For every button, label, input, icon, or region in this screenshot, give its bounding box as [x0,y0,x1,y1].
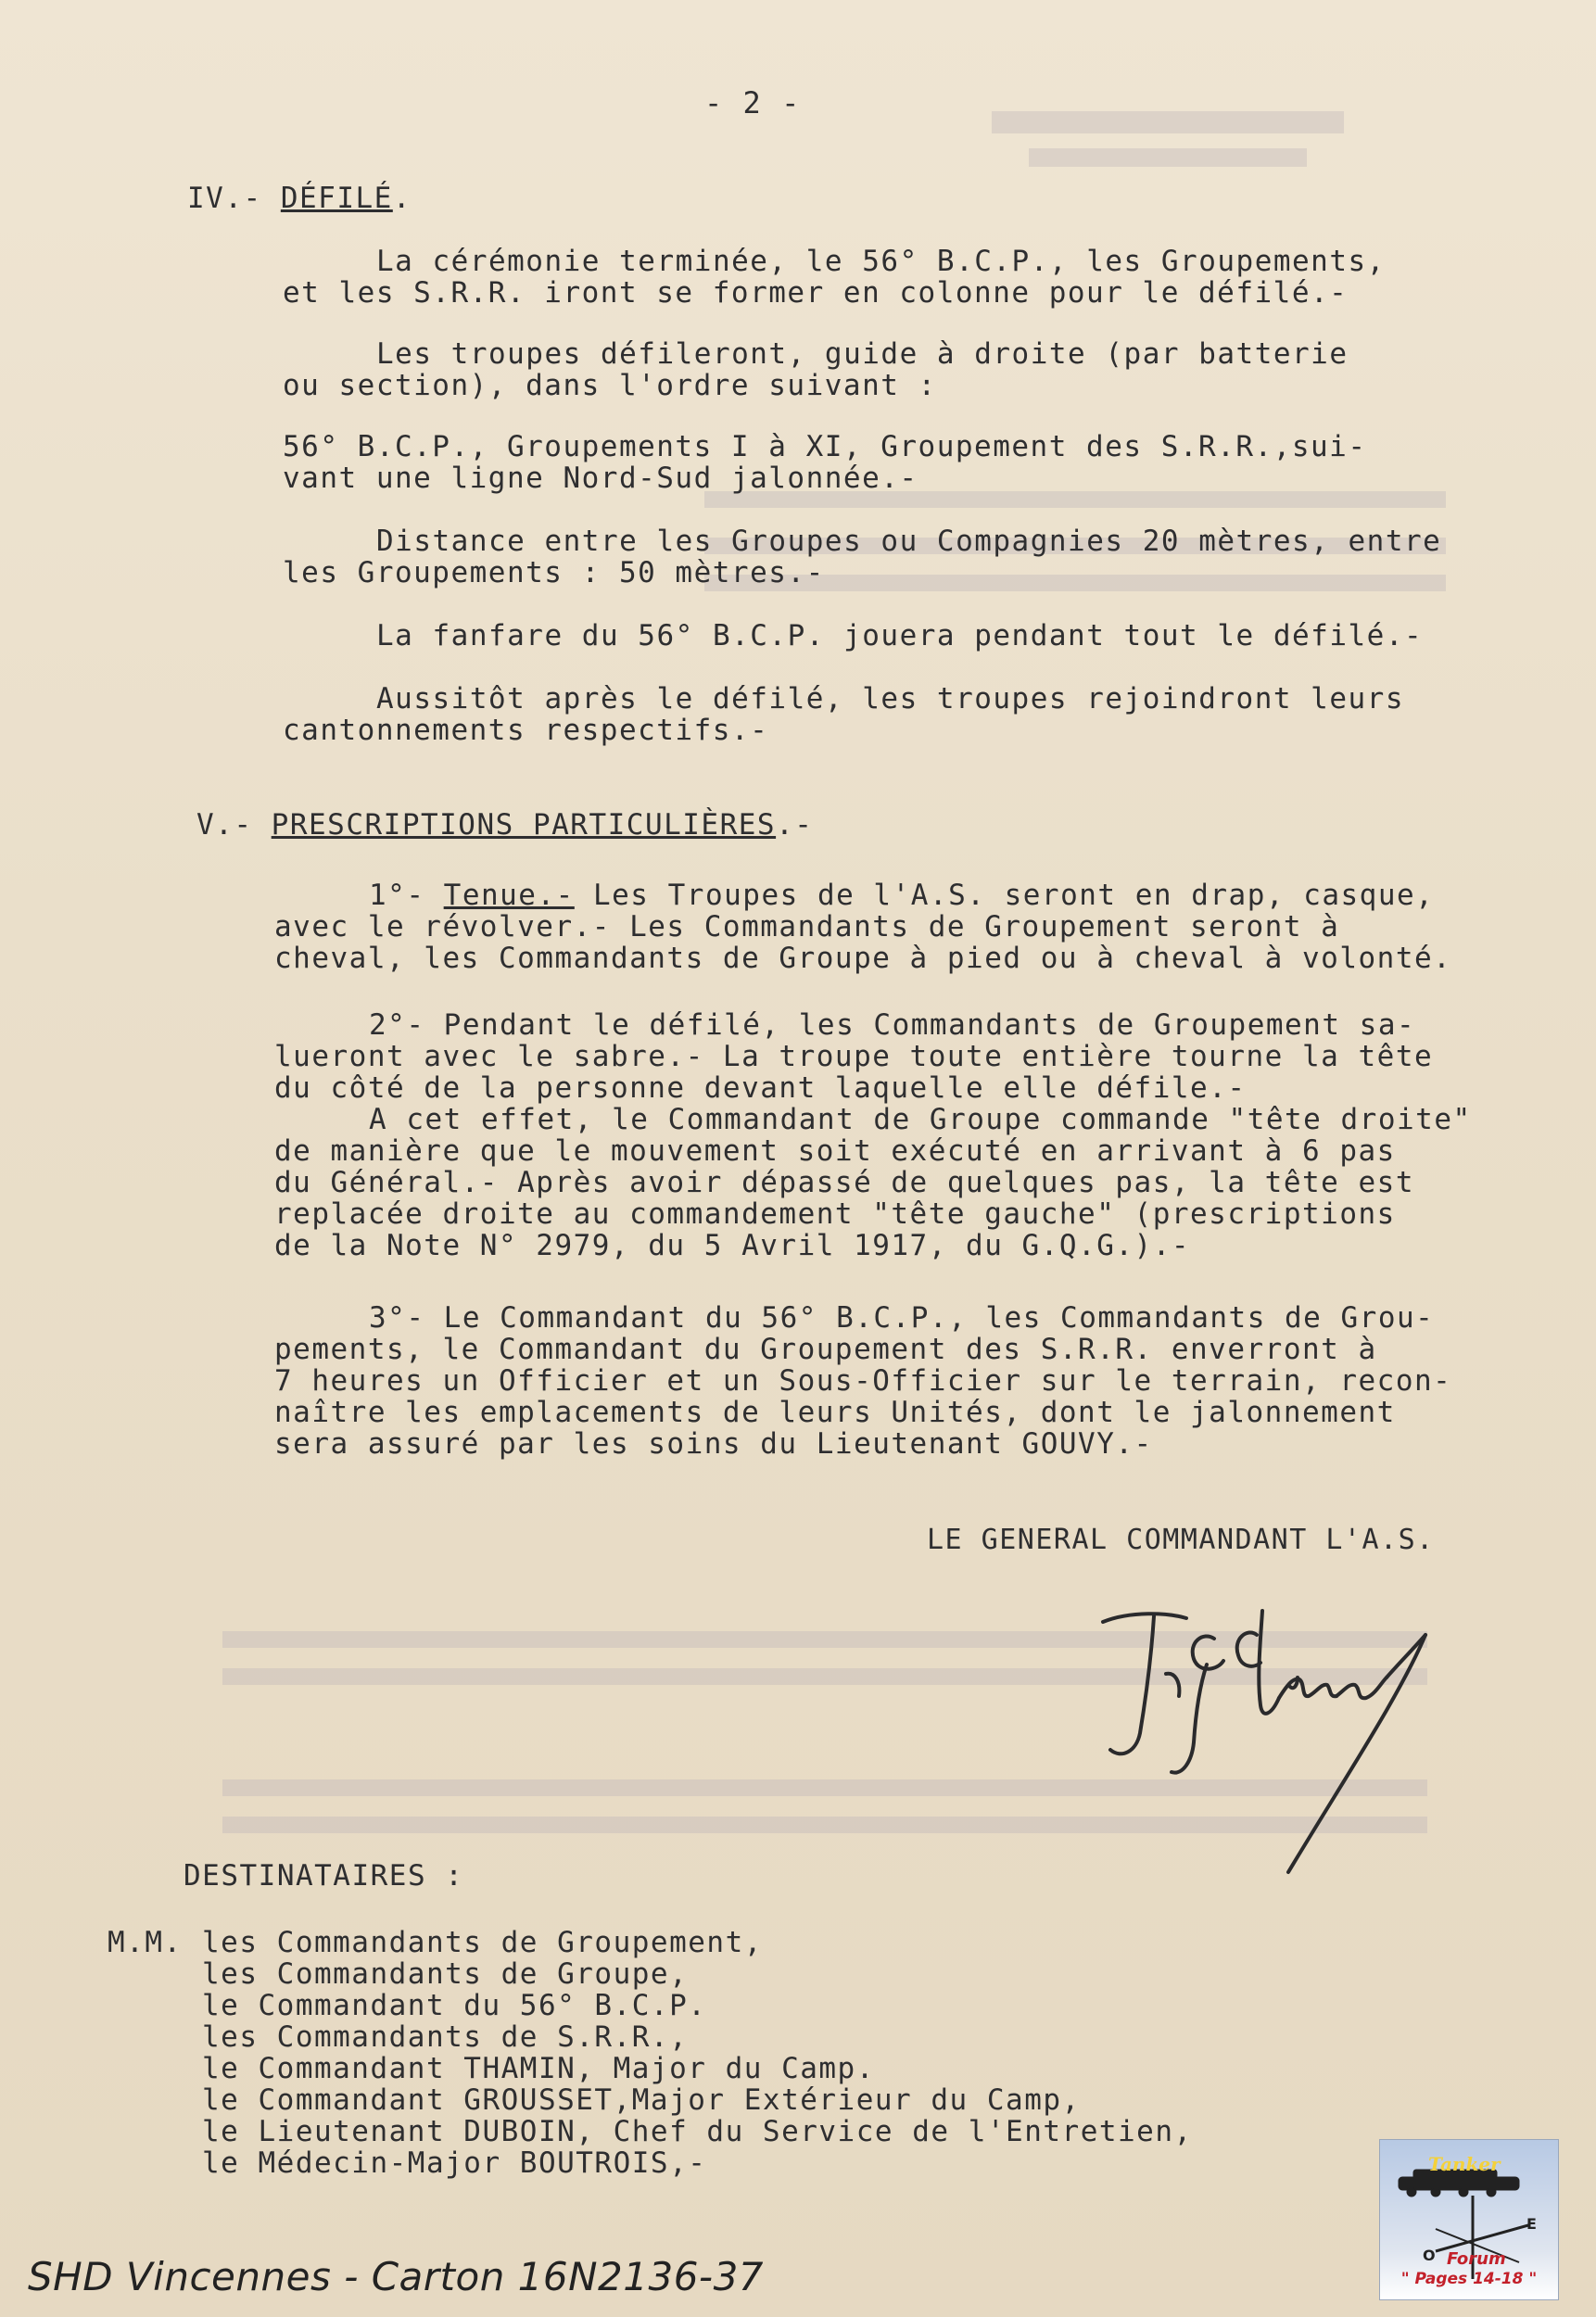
paragraph-line: 2°- Pendant le défilé, les Commandants de Groupement sa- [369,1008,1416,1042]
section-v-punct: .- [776,808,814,842]
paragraph-line: ou section), dans l'ordre suivant : [283,369,937,402]
svg-text:O: O [1423,2247,1436,2264]
section-iv-heading [187,182,412,215]
paragraph-line: du côté de la personne devant laquelle elle défile.- [274,1071,1247,1105]
paragraph-line: La cérémonie terminée, le 56° B.C.P., les Groupements, [376,245,1386,278]
paragraph-line: de manière que le mouvement soit exécuté en arrivant à 6 pas [274,1134,1396,1168]
paragraph-line: Distance entre les Groupes ou Compagnies 20 mètres, entre [376,525,1442,558]
paragraph-line: 56° B.C.P., Groupements I à XI, Groupement des S.R.R.,sui- [283,430,1367,463]
paragraph-line: et les S.R.R. iront se former en colonne pour le défilé.- [283,276,1349,310]
destinataires-heading: DESTINATAIRES : [184,1859,464,1893]
section-iv-title: DÉFILÉ [280,182,393,215]
recipient-line: le Lieutenant DUBOIN, Chef du Service de l'Entretien, [202,2115,1193,2148]
page-number: - 2 - [704,85,801,120]
paragraph-line: les Groupements : 50 mètres.- [283,556,825,589]
recipient-line: le Médecin-Major BOUTROIS,- [202,2146,707,2180]
paragraph-line: cantonnements respectifs.- [283,714,769,747]
recipient-line: le Commandant du 56° B.C.P. [202,1989,707,2022]
tenue-rest: Les Troupes de l'A.S. seront en drap, casque, [574,879,1435,912]
recipient-line: le Commandant GROUSSET,Major Extérieur du Camp, [202,2083,1081,2117]
section-v-title: PRESCRIPTIONS PARTICULIÈRES [271,808,777,842]
tenue-word: Tenue.- [443,879,575,912]
handwritten-signature [1066,1594,1474,1891]
forum-watermark-logo [1379,2139,1559,2300]
recipient-line: les Commandants de Groupement, [202,1926,763,1959]
paragraph-line: naître les emplacements de leurs Unités, dont le jalonnement [274,1396,1396,1429]
paragraph-line: A cet effet, le Commandant de Groupe commande "tête droite" [369,1103,1472,1136]
paragraph-line: replacée droite au commandement "tête gauche" (prescriptions [274,1197,1396,1231]
section-v-heading [196,808,813,842]
section-v-number: V.- [196,808,253,842]
paragraph-line: cheval, les Commandants de Groupe à pied ou à cheval à volonté. [274,942,1452,975]
section-iv-punct: . [392,182,412,215]
paragraph-line: Les troupes défileront, guide à droite (par batterie [376,337,1349,371]
destinataires-prefix: M.M. [108,1926,183,1959]
paragraph-line-tenue [369,879,1434,912]
recipient-line: le Commandant THAMIN, Major du Camp. [202,2052,875,2085]
paragraph-line: 7 heures un Officier et un Sous-Officier sur le terrain, recon- [274,1364,1452,1398]
paragraph-line: vant une ligne Nord-Sud jalonnée.- [283,462,918,495]
paragraph-line: de la Note N° 2979, du 5 Avril 1917, du G.Q.G.).- [274,1229,1191,1262]
paragraph-line: du Général.- Après avoir dépassé de quelques pas, la tête est [274,1166,1414,1199]
paragraph-line: avec le révolver.- Les Commandants de Groupement seront à [274,910,1340,943]
paragraph-line: La fanfare du 56° B.C.P. jouera pendant tout le défilé.- [376,619,1424,652]
svg-text:E: E [1526,2215,1537,2233]
paragraph-line: pements, le Commandant du Groupement des S.R.R. enverront à [274,1333,1377,1366]
logo-forum: Forum [1447,2249,1506,2269]
source-caption: SHD Vincennes - Carton 16N2136-37 [28,2254,765,2299]
paragraph-line: lueront avec le sabre.- La troupe toute entière tourne la tête [274,1040,1434,1073]
recipient-line: les Commandants de S.R.R., [202,2020,689,2054]
recipient-line: les Commandants de Groupe, [202,1957,689,1991]
section-iv-number: IV.- [187,182,262,215]
signature-title: LE GENERAL COMMANDANT L'A.S. [927,1524,1435,1556]
paragraph-line: sera assuré par les soins du Lieutenant GOUVY.- [274,1427,1153,1461]
paragraph-line: 3°- Le Commandant du 56° B.C.P., les Commandants de Grou- [369,1301,1435,1335]
logo-pages: " Pages 14-18 " [1400,2270,1538,2288]
tenue-number: 1°- [369,879,444,912]
paragraph-line: Aussitôt après le défilé, les troupes rejoindront leurs [376,682,1404,715]
logo-name: Tanker [1428,2153,1501,2175]
